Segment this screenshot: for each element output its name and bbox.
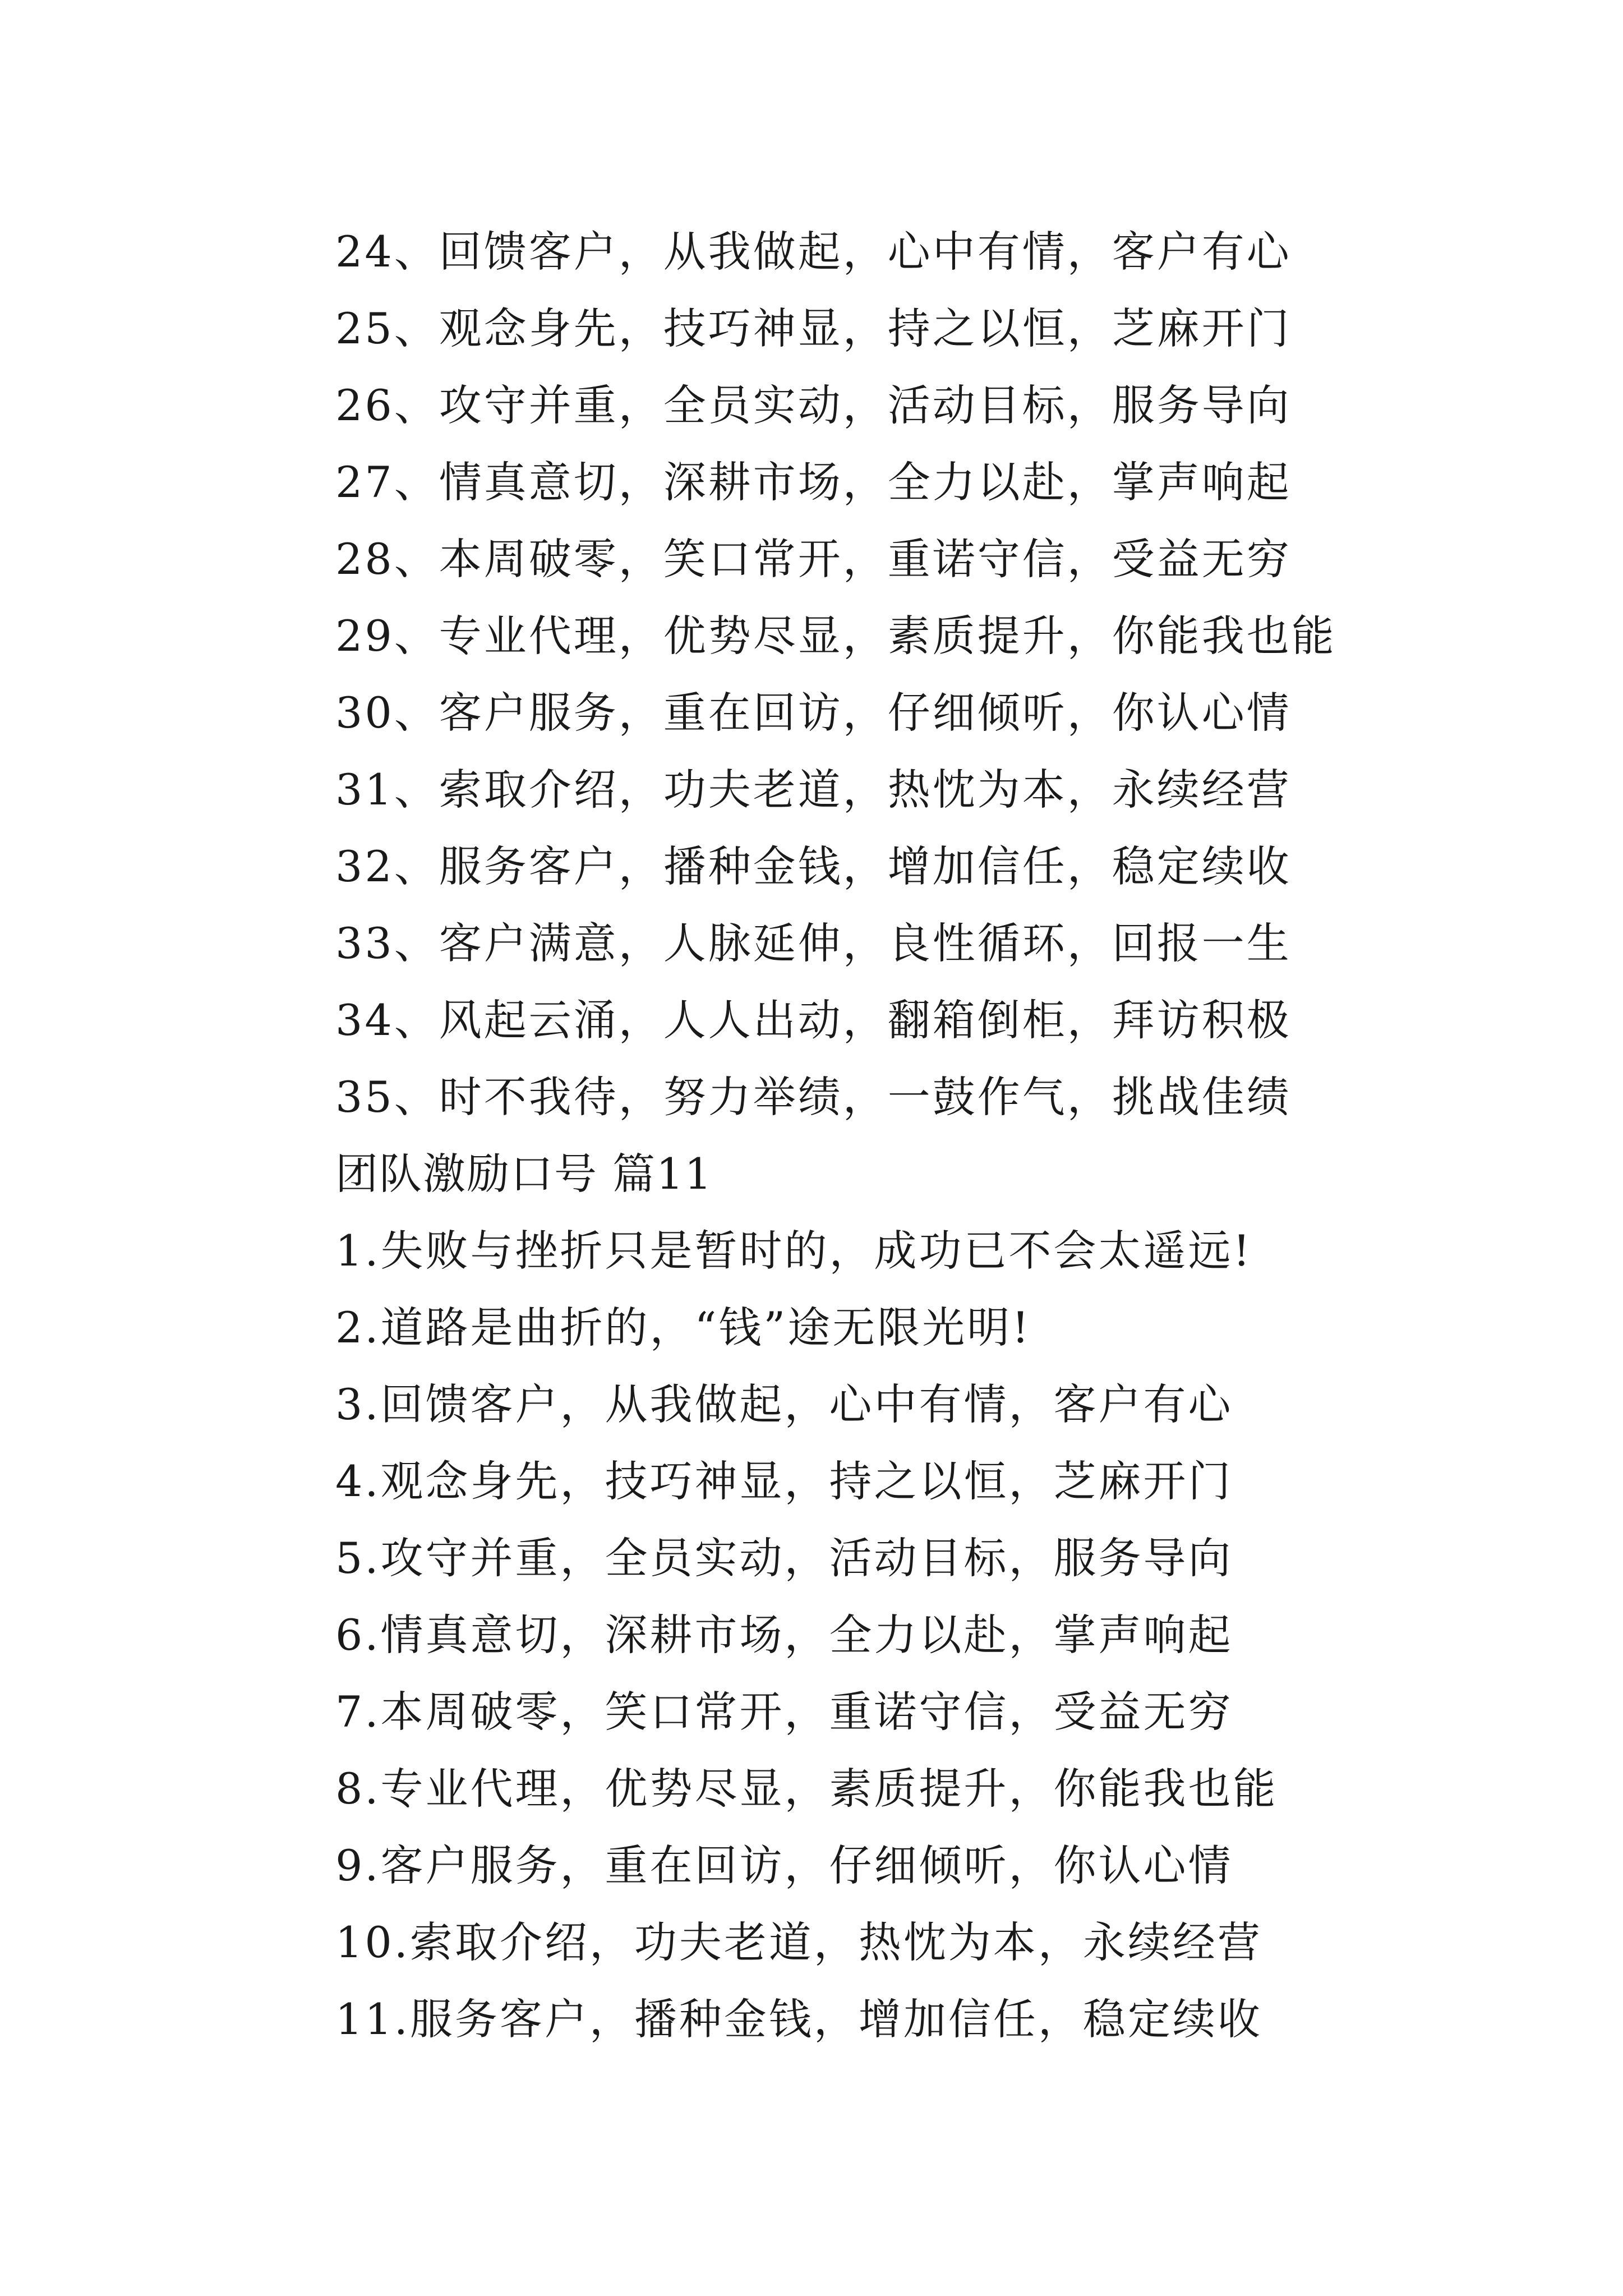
slogan-line-35: 35、时不我待，努力举绩，一鼓作气，挑战佳绩	[335, 1072, 1292, 1122]
slogan-line-28: 28、本周破零，笑口常开，重诺守信，受益无穷	[335, 534, 1292, 584]
slogan-item-6: 6.情真意切，深耕市场，全力以赴，掌声响起	[335, 1610, 1233, 1660]
slogan-item-11: 11.服务客户，播种金钱，增加信任，稳定续收	[335, 1994, 1262, 2044]
slogan-item-9: 9.客户服务，重在回访，仔细倾听，你认心情	[335, 1841, 1233, 1890]
slogan-item-1: 1.失败与挫折只是暂时的，成功已不会太遥远!	[335, 1226, 1253, 1276]
slogan-line-34: 34、风起云涌，人人出动，翻箱倒柜，拜访积极	[335, 995, 1292, 1045]
slogan-line-32: 32、服务客户，播种金钱，增加信任，稳定续收	[335, 841, 1292, 891]
slogan-item-3: 3.回馈客户，从我做起，心中有情，客户有心	[335, 1379, 1233, 1429]
slogan-line-29: 29、专业代理，优势尽显，素质提升，你能我也能	[335, 611, 1336, 661]
slogan-line-30: 30、客户服务，重在回访，仔细倾听，你认心情	[335, 688, 1292, 738]
slogan-line-33: 33、客户满意，人脉延伸，良性循环，回报一生	[335, 918, 1292, 968]
document-body	[335, 213, 1457, 2058]
slogan-item-8: 8.专业代理，优势尽显，素质提升，你能我也能	[335, 1764, 1278, 1814]
slogan-line-25: 25、观念身先，技巧神显，持之以恒，芝麻开门	[335, 303, 1292, 353]
slogan-item-4: 4.观念身先，技巧神显，持之以恒，芝麻开门	[335, 1456, 1233, 1506]
slogan-line-31: 31、索取介绍，功夫老道，热忱为本，永续经营	[335, 765, 1292, 815]
slogan-item-2: 2.道路是曲折的，“钱”途无限光明!	[335, 1303, 1031, 1352]
slogan-line-24: 24、回馈客户，从我做起，心中有情，客户有心	[335, 227, 1292, 277]
slogan-item-5: 5.攻守并重，全员实动，活动目标，服务导向	[335, 1533, 1233, 1583]
slogan-item-10: 10.索取介绍，功夫老道，热忱为本，永续经营	[335, 1917, 1262, 1967]
slogan-line-27: 27、情真意切，深耕市场，全力以赴，掌声响起	[335, 457, 1292, 507]
section-heading: 团队激励口号 篇11	[335, 1149, 713, 1199]
slogan-line-26: 26、攻守并重，全员实动，活动目标，服务导向	[335, 380, 1292, 430]
slogan-item-7: 7.本周破零，笑口常开，重诺守信，受益无穷	[335, 1687, 1233, 1737]
